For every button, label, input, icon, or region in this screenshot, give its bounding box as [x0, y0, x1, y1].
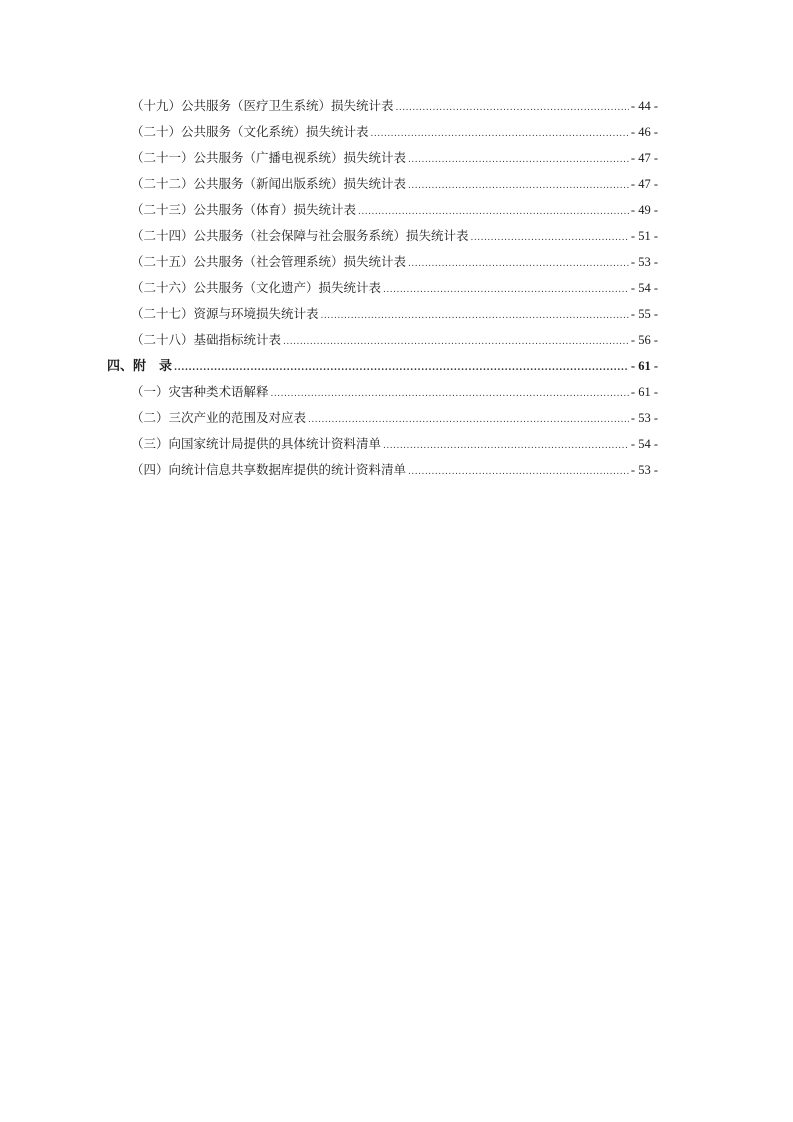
toc-entry-title: （三）向国家统计局提供的具体统计资料清单 — [131, 436, 382, 451]
toc-entry-page: - 54 - — [630, 437, 658, 451]
toc-leader-dots — [408, 173, 629, 199]
toc-entry-title: （四）向统计信息共享数据库提供的统计资料清单 — [131, 462, 407, 477]
toc-entry-page: - 55 - — [630, 307, 658, 321]
toc-leader-dots — [308, 407, 629, 433]
toc-leader-dots — [321, 303, 629, 329]
toc-entry-page: - 53 - — [630, 411, 658, 425]
toc-entry[interactable] — [0, 405, 793, 431]
toc-entry[interactable] — [0, 431, 793, 457]
toc-leader-dots — [408, 251, 629, 277]
toc-entry-page: - 46 - — [630, 125, 658, 139]
toc-entry-page: - 49 - — [630, 203, 658, 217]
toc-entry-title: （二）三次产业的范围及对应表 — [131, 410, 307, 425]
toc-entry[interactable] — [0, 197, 793, 223]
toc-entry-page: - 47 - — [630, 151, 658, 165]
toc-leader-dots — [271, 381, 629, 407]
toc-leader-dots — [358, 199, 629, 225]
toc-leader-dots — [383, 277, 629, 303]
toc-entry-page: - 53 - — [630, 255, 658, 269]
toc-entry-page: - 61 - — [630, 385, 658, 399]
toc-entry-title: （二十）公共服务（文化系统）损失统计表 — [131, 124, 369, 139]
toc-entry[interactable] — [0, 249, 793, 275]
toc-entry[interactable] — [0, 93, 793, 119]
toc-entry[interactable] — [0, 327, 793, 353]
toc-entry[interactable] — [0, 379, 793, 405]
toc-entry-title: （二十四）公共服务（社会保障与社会服务系统）损失统计表 — [131, 228, 469, 243]
toc-entry[interactable] — [0, 119, 793, 145]
toc-leader-dots — [396, 95, 629, 121]
toc-entry-page: - 44 - — [630, 99, 658, 113]
toc-leader-dots — [471, 225, 629, 251]
toc-entry-title: （二十八）基础指标统计表 — [131, 332, 282, 347]
toc-leader-dots — [408, 147, 629, 173]
toc-entry-page: - 53 - — [630, 463, 658, 477]
toc-entry[interactable] — [0, 275, 793, 301]
toc-entry-title: （一）灾害种类术语解释 — [131, 384, 269, 399]
toc-section-heading[interactable] — [0, 353, 793, 379]
toc-entry-page: - 61 - — [630, 359, 658, 373]
toc-entry[interactable] — [0, 171, 793, 197]
toc-entry-title: （二十六）公共服务（文化遗产）损失统计表 — [131, 280, 382, 295]
toc-leader-dots — [408, 459, 629, 485]
toc-entry[interactable] — [0, 223, 793, 249]
toc-entry-title: （二十五）公共服务（社会管理系统）损失统计表 — [131, 254, 407, 269]
toc-entry[interactable] — [0, 457, 793, 483]
toc-entry-title: （十九）公共服务（医疗卫生系统）损失统计表 — [131, 98, 394, 113]
toc-entry-page: - 56 - — [630, 333, 658, 347]
toc-entry-title: （二十一）公共服务（广播电视系统）损失统计表 — [131, 150, 407, 165]
toc-entry-page: - 51 - — [630, 229, 658, 243]
toc-entry-title: （二十二）公共服务（新闻出版系统）损失统计表 — [131, 176, 407, 191]
toc-leader-dots — [371, 121, 629, 147]
toc-entry[interactable] — [0, 301, 793, 327]
toc-entry-title: （二十七）资源与环境损失统计表 — [131, 306, 319, 321]
toc-leader-dots — [174, 355, 629, 381]
toc-entry-page: - 47 - — [630, 177, 658, 191]
toc-entry-page: - 54 - — [630, 281, 658, 295]
toc-leader-dots — [383, 433, 629, 459]
toc-entry-title: 四、附 录 — [107, 359, 173, 374]
toc-entry-title: （二十三）公共服务（体育）损失统计表 — [131, 202, 357, 217]
table-of-contents — [0, 93, 793, 483]
toc-entry[interactable] — [0, 145, 793, 171]
toc-leader-dots — [283, 329, 629, 355]
